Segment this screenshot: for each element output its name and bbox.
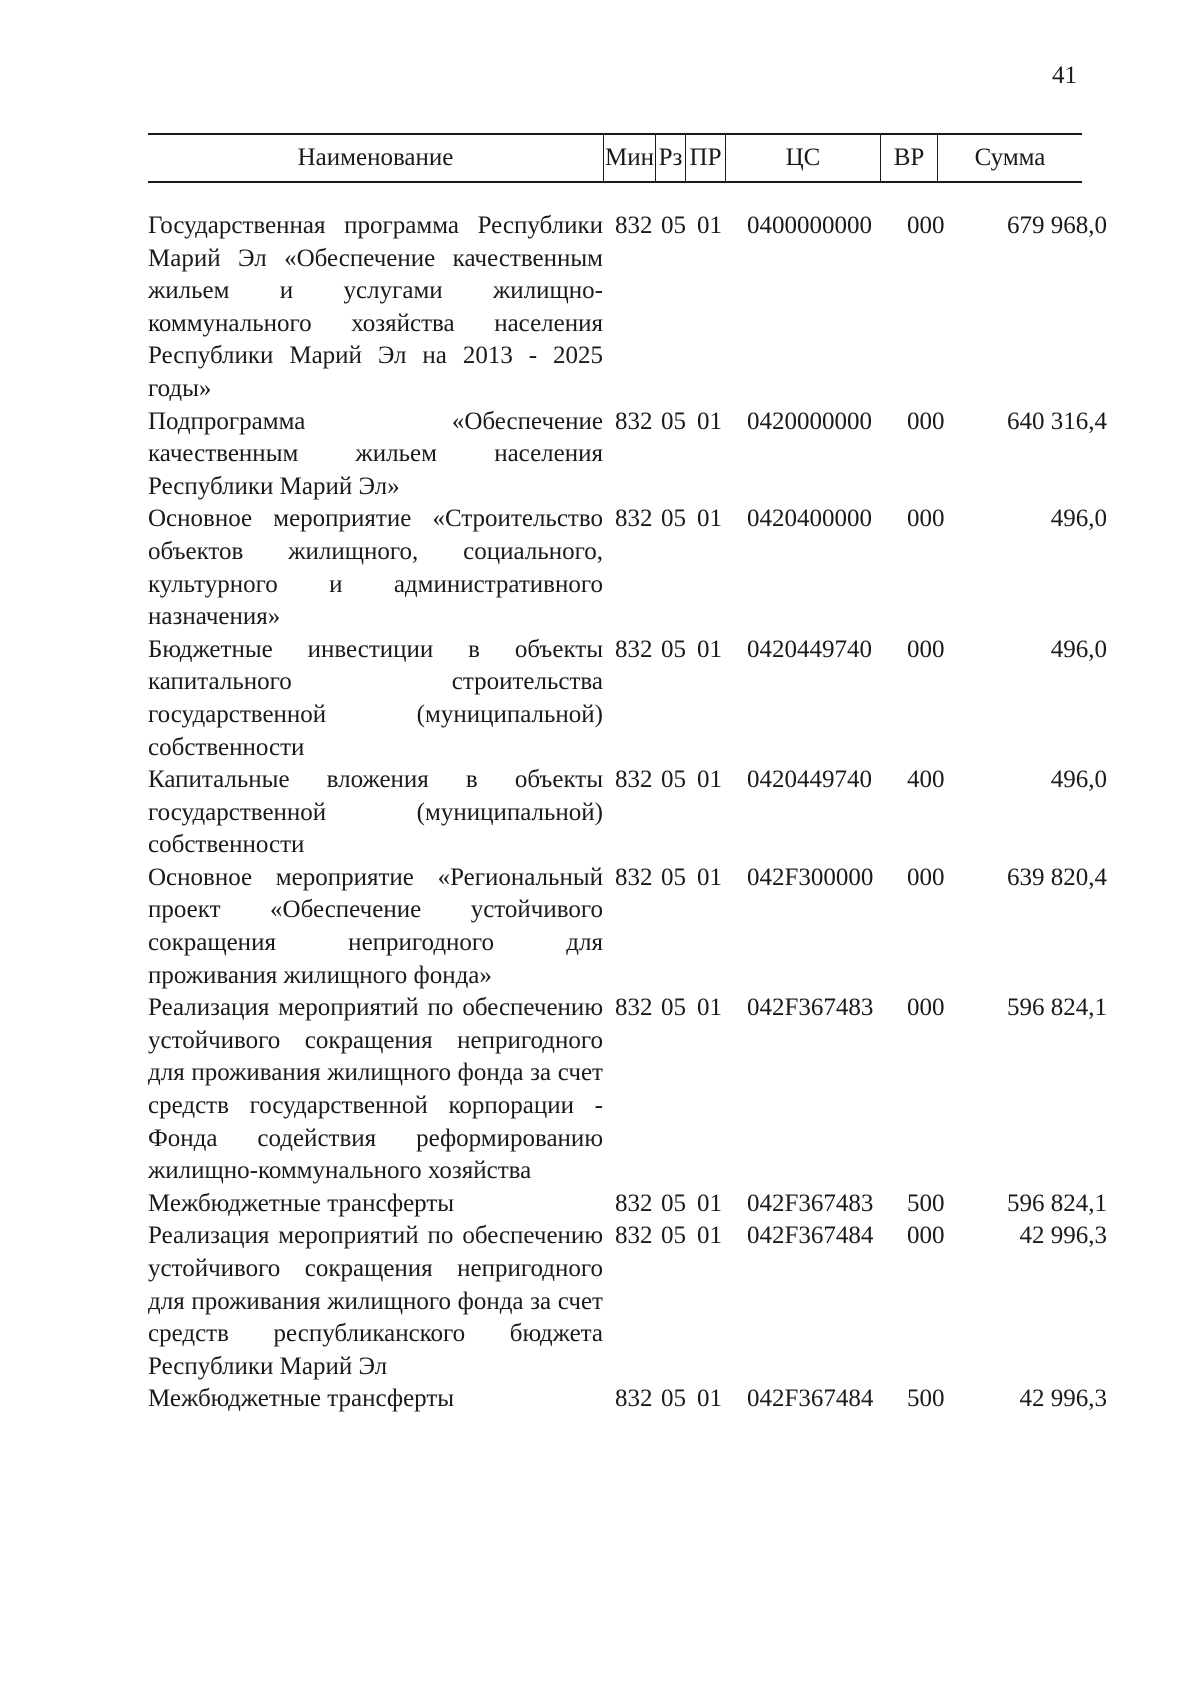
row-sum: 679 968,0 [1007,212,1107,239]
row-rz: 05 [661,505,686,533]
row-min: 832 [615,505,653,533]
row-name: Межбюджетные трансферты [148,1385,455,1413]
row-cs: 0420449740 [747,766,872,794]
table-header [148,133,1082,183]
row-sum: 640 316,4 [1007,407,1107,435]
table-row [148,210,1108,406]
table-row [148,634,1108,764]
row-pr: 01 [697,212,722,239]
row-pr: 01 [697,766,722,794]
table-body [148,210,1108,1416]
row-rz: 05 [661,1385,686,1413]
row-name: Реализация мероприятий по обеспечению устойчивого сокращения непригодного для проживания жилищного фонда за счет средств государственной корпорации - Фонда содействия реформированию жилищно-коммунального хозяйства [148,994,603,1185]
row-cs: 0420400000 [747,505,872,533]
row-vr: 500 [907,1385,945,1413]
row-min: 832 [615,635,653,663]
row-cs: 042F367484 [747,1222,874,1250]
row-min: 832 [615,1189,653,1217]
header-sum: Сумма [937,135,1082,181]
header-name: Наименование [297,144,454,171]
row-min: 832 [615,407,653,435]
row-pr: 01 [697,505,722,533]
row-cs: 0420000000 [747,407,872,435]
row-name: Бюджетные инвестиции в объекты капитального строительства государственной (муниципальной) собственности [148,635,603,761]
row-rz: 05 [661,1189,686,1217]
row-rz: 05 [661,994,686,1022]
row-sum: 596 824,1 [1007,1189,1107,1217]
row-vr: 000 [907,212,945,239]
row-sum: 596 824,1 [1007,994,1107,1022]
table-row [148,992,1108,1188]
row-pr: 01 [697,863,722,891]
table-row [148,406,1108,504]
row-name: Подпрограмма «Обеспечение качественным жильем населения Республики Марий Эл» [148,407,603,500]
row-min: 832 [615,1385,653,1413]
row-rz: 05 [661,407,686,435]
row-name: Основное мероприятие «Региональный проект «Обеспечение устойчивого сокращения непригодного для проживания жилищного фонда» [148,863,603,989]
row-vr: 400 [907,766,945,794]
row-pr: 01 [697,407,722,435]
row-sum: 42 996,3 [1019,1385,1107,1413]
table-row [148,1383,1108,1416]
row-vr: 000 [907,1222,945,1250]
row-name: Государственная программа Республики Марий Эл «Обеспечение качественным жильем и услугами жилищно-коммунального хозяйства населения Республики Марий Эл на 2013 - 2025 годы» [148,212,603,402]
row-rz: 05 [661,863,686,891]
row-min: 832 [615,1222,653,1250]
table-row [148,503,1108,633]
row-vr: 000 [907,863,945,891]
row-rz: 05 [661,212,686,239]
row-cs: 0400000000 [747,212,872,239]
row-min: 832 [615,863,653,891]
row-pr: 01 [697,1385,722,1413]
table-row [148,1188,1108,1221]
header-rz: Рз [655,135,685,181]
row-name: Межбюджетные трансферты [148,1189,455,1217]
row-rz: 05 [661,766,686,794]
row-vr: 000 [907,635,945,663]
row-cs: 042F367483 [747,994,874,1022]
header-vr: ВР [880,135,937,181]
row-min: 832 [615,766,653,794]
row-name: Основное мероприятие «Строительство объектов жилищного, социального, культурного и административного назначения» [148,505,603,631]
row-sum: 639 820,4 [1007,863,1107,891]
row-pr: 01 [697,1189,722,1217]
row-cs: 042F367483 [747,1189,874,1217]
row-min: 832 [615,994,653,1022]
row-sum: 496,0 [1050,505,1107,533]
header-pr: ПР [685,135,725,181]
page-number: 41 [1052,62,1077,89]
table-row [148,1220,1108,1383]
row-rz: 05 [661,1222,686,1250]
row-cs: 042F300000 [747,863,874,891]
row-cs: 0420449740 [747,635,872,663]
header-min: Мин [603,135,655,181]
row-min: 832 [615,212,653,239]
row-rz: 05 [661,635,686,663]
row-vr: 500 [907,1189,945,1217]
row-pr: 01 [697,635,722,663]
row-sum: 42 996,3 [1019,1222,1107,1250]
header-cs: ЦС [725,135,880,181]
row-pr: 01 [697,1222,722,1250]
table-row [148,764,1108,862]
row-pr: 01 [697,994,722,1022]
row-name: Капитальные вложения в объекты государственной (муниципальной) собственности [148,766,603,859]
row-sum: 496,0 [1050,635,1107,663]
row-sum: 496,0 [1050,766,1107,794]
row-name: Реализация мероприятий по обеспечению устойчивого сокращения непригодного для проживания жилищного фонда за счет средств республиканского бюджета Республики Марий Эл [148,1222,603,1380]
row-vr: 000 [907,407,945,435]
row-vr: 000 [907,994,945,1022]
row-cs: 042F367484 [747,1385,874,1413]
table-row [148,862,1108,992]
row-vr: 000 [907,505,945,533]
